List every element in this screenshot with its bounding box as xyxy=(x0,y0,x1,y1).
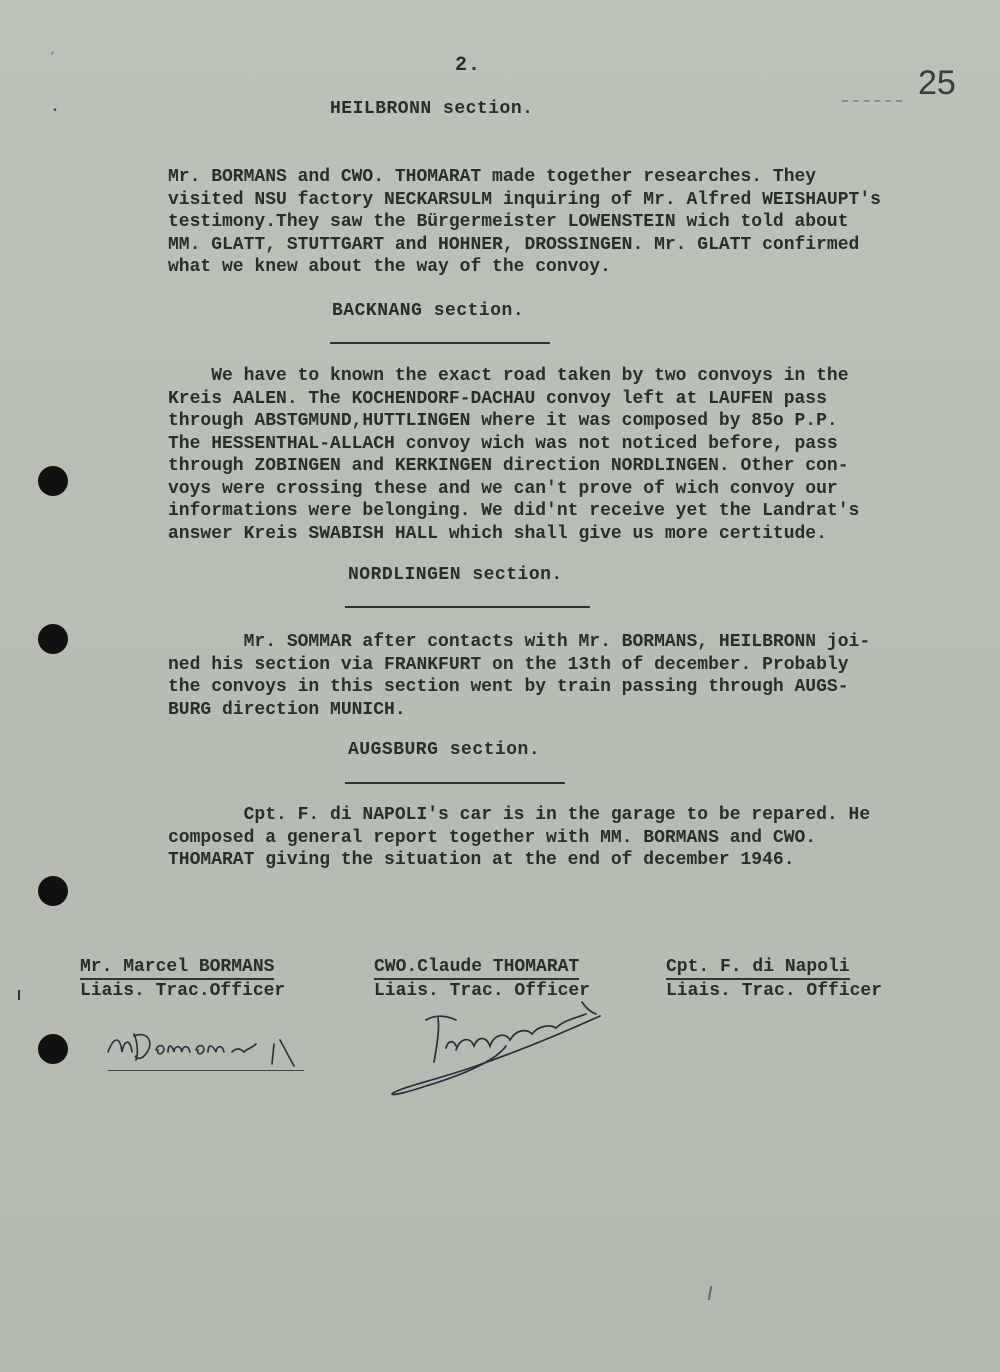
stray-mark xyxy=(18,990,20,1000)
stray-mark: • xyxy=(52,106,59,117)
text-line: the convoys in this section went by train passing through AUGS- xyxy=(168,677,849,697)
text-line: what we knew about the way of the convoy. xyxy=(168,257,611,277)
section-heading-nordlingen: NORDLINGEN section. xyxy=(348,565,563,585)
signatory-name: Mr. Marcel BORMANS xyxy=(80,956,274,980)
signature-line xyxy=(108,1070,304,1071)
text-line: Cpt. F. di NAPOLI's car is in the garage to be repared. He xyxy=(168,805,871,825)
text-line: through ZOBINGEN and KERKINGEN direction NORDLINGEN. Other con- xyxy=(168,456,849,476)
signatory-name: CWO.Claude THOMARAT xyxy=(374,956,579,980)
stray-mark: , xyxy=(50,46,57,57)
punch-hole xyxy=(38,1034,68,1064)
section-rule xyxy=(345,606,590,608)
section-heading-augsburg: AUGSBURG section. xyxy=(348,740,541,760)
signatory-name: Cpt. F. di Napoli xyxy=(666,956,850,980)
folio-number: 25 xyxy=(918,64,956,102)
punch-hole xyxy=(38,466,68,496)
text-line: MM. GLATT, STUTTGART and HOHNER, DROSSINGEN. Mr. GLATT confirmed xyxy=(168,234,860,255)
section-heading-backnang: BACKNANG section. xyxy=(332,301,525,321)
signatory-di-napoli xyxy=(666,956,882,1002)
section-body-augsburg xyxy=(168,804,983,872)
text-line: voys were crossing these and we can't prove of wich convoy our xyxy=(168,478,838,499)
section-rule xyxy=(345,782,565,784)
signatory-title: Liais. Trac. Officer xyxy=(374,981,591,1001)
stray-mark xyxy=(708,1286,712,1300)
text-line: THOMARAT giving the situation at the end of december 1946. xyxy=(168,850,795,870)
section-rule xyxy=(330,342,550,344)
text-line: through ABSTGMUND,HUTTLINGEN where it was composed by 85o P.P. xyxy=(168,411,838,431)
signatory-title: Liais. Trac. Officer xyxy=(666,981,883,1001)
page-number: 2. xyxy=(455,54,482,77)
handwritten-signature-bormans xyxy=(104,1022,309,1070)
section-body-heilbronn xyxy=(168,166,983,279)
punch-hole xyxy=(38,876,68,906)
text-line: visited NSU factory NECKARSULM inquiring of Mr. Alfred WEISHAUPT's xyxy=(168,189,881,210)
text-line: The HESSENTHAL-ALLACH convoy wich was not noticed before, pass xyxy=(168,433,838,454)
section-body-nordlingen xyxy=(168,631,983,721)
text-line: BURG direction MUNICH. xyxy=(168,699,406,720)
signatory-bormans xyxy=(80,956,285,1002)
folio-dash xyxy=(842,100,902,102)
signatory-title: Liais. Trac.Officer xyxy=(80,981,286,1001)
handwritten-signature-thomarat xyxy=(386,990,611,1102)
punch-hole xyxy=(38,624,68,654)
text-line: composed a general report together with MM. BORMANS and CWO. xyxy=(168,827,817,848)
text-line: informations were belonging. We did'nt receive yet the Landrat's xyxy=(168,501,860,521)
text-line: We have to known the exact road taken by two convoys in the xyxy=(168,366,849,386)
text-line: ned his section via FRANKFURT on the 13th of december. Probably xyxy=(168,654,849,675)
text-line: testimony.They saw the Bürgermeister LOWENSTEIN wich told about xyxy=(168,212,849,232)
text-line: Mr. BORMANS and CWO. THOMARAT made together researches. They xyxy=(168,167,817,187)
text-line: Mr. SOMMAR after contacts with Mr. BORMANS, HEILBRONN joi- xyxy=(168,632,871,652)
section-body-backnang xyxy=(168,365,983,545)
section-heading-heilbronn: HEILBRONN section. xyxy=(330,99,534,119)
text-line: answer Kreis SWABISH HALL which shall give us more certitude. xyxy=(168,523,827,544)
text-line: Kreis AALEN. The KOCHENDORF-DACHAU convoy left at LAUFEN pass xyxy=(168,388,827,409)
